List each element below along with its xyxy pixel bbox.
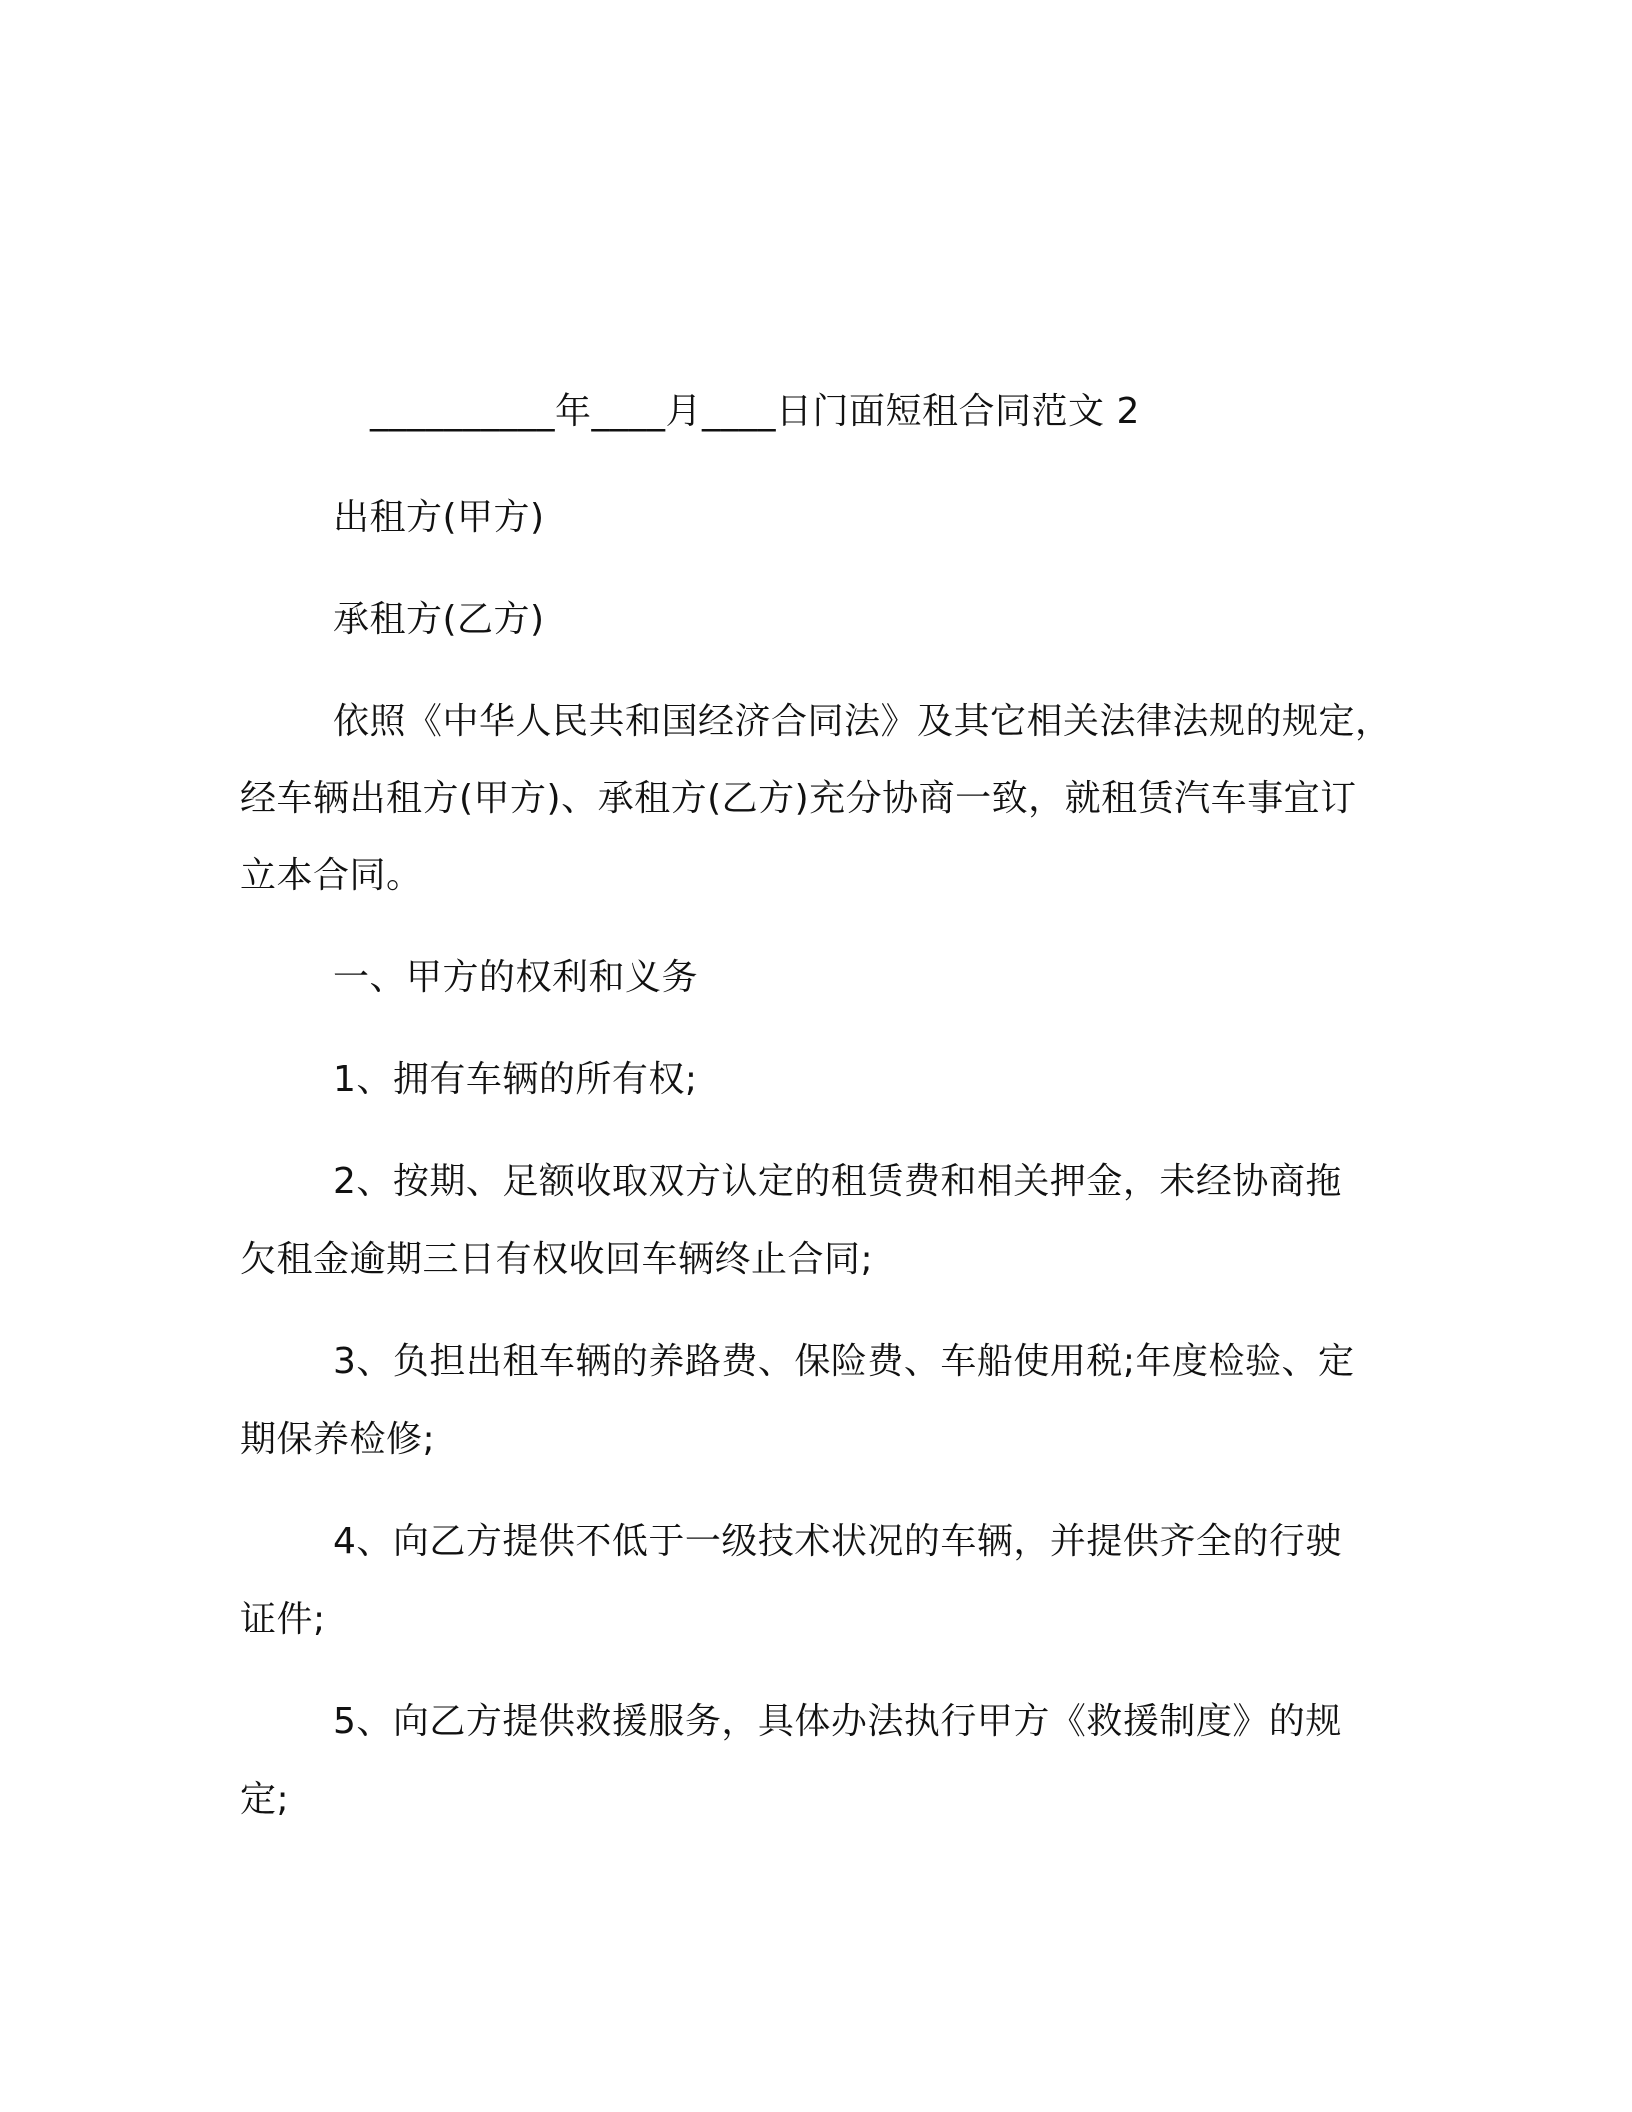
section-heading: 一、甲方的权利和义务 (333, 957, 699, 998)
party-b-label: 承租方(乙方) (333, 599, 545, 640)
list-item-5-line-1: 5、向乙方提供救援服务，具体办法执行甲方《救援制度》的规 (333, 1701, 1342, 1742)
document-title: __________年____月____日门面短租合同范文 2 (370, 391, 1140, 432)
list-item-5-line-2: 定; (240, 1779, 290, 1820)
list-item-1: 1、拥有车辆的所有权; (333, 1059, 698, 1100)
intro-line-2: 经车辆出租方(甲方)、承租方(乙方)充分协商一致，就租赁汽车事宜订 (240, 778, 1357, 819)
list-item-4-line-1: 4、向乙方提供不低于一级技术状况的车辆，并提供齐全的行驶 (333, 1521, 1342, 1562)
party-a-label: 出租方(甲方) (333, 497, 545, 538)
list-item-2-line-1: 2、按期、足额收取双方认定的租赁费和相关押金，未经协商拖 (333, 1161, 1342, 1202)
list-item-4-line-2: 证件; (240, 1599, 326, 1640)
list-item-2-line-2: 欠租金逾期三日有权收回车辆终止合同; (240, 1239, 874, 1280)
intro-line-1: 依照《中华人民共和国经济合同法》及其它相关法律法规的规定， (333, 701, 1392, 742)
intro-line-3: 立本合同。 (240, 855, 423, 896)
list-item-3-line-1: 3、负担出租车辆的养路费、保险费、车船使用税;年度检验、定 (333, 1341, 1355, 1382)
list-item-3-line-2: 期保养检修; (240, 1419, 436, 1460)
